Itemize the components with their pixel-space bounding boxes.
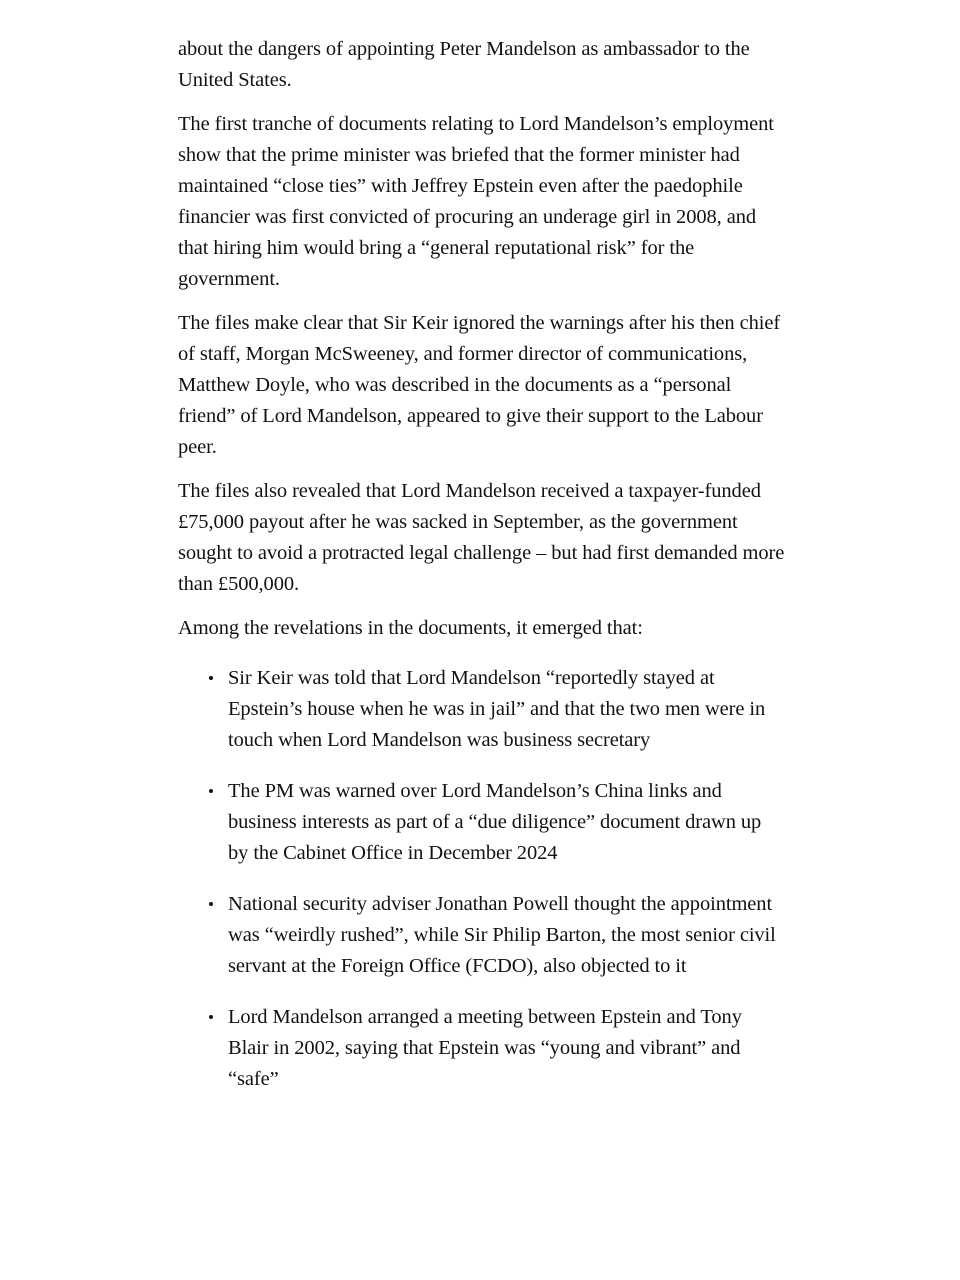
list-item-text: National security adviser Jonathan Powell thought the appointment was “weirdly rushed”, while Sir Philip Barton, the most senior civil servant at the Foreign Office (FCDO), also objected to it xyxy=(228,893,776,977)
paragraph-revelations-intro: Among the revelations in the documents, it emerged that: xyxy=(178,617,643,639)
list-item xyxy=(178,1002,786,1095)
list-item xyxy=(178,776,786,869)
paragraph-warnings-ignored: The files make clear that Sir Keir ignored the warnings after his then chief of staff, Morgan McSweeney, and former director of communications, Matthew Doyle, who was described in the documents as a “personal friend” of Lord Mandelson, appeared to give their support to the Labour peer. xyxy=(178,312,781,458)
article-body xyxy=(178,34,786,1115)
bullet-icon xyxy=(209,789,213,793)
paragraph-payout: The files also revealed that Lord Mandelson received a taxpayer-funded £75,000 payout after he was sacked in September, as the government sought to avoid a protracted legal challenge – but had first demanded more than £500,000. xyxy=(178,480,785,595)
paragraph-continuation: about the dangers of appointing Peter Mandelson as ambassador to the United States. xyxy=(178,38,750,91)
bullet-icon xyxy=(209,676,213,680)
list-item-text: The PM was warned over Lord Mandelson’s China links and business interests as part of a “due diligence” document drawn up by the Cabinet Office in December 2024 xyxy=(228,780,762,864)
list-item-text: Sir Keir was told that Lord Mandelson “reportedly stayed at Epstein’s house when he was in jail” and that the two men were in touch when Lord Mandelson was business secretary xyxy=(228,667,766,751)
list-item xyxy=(178,889,786,982)
revelations-list xyxy=(178,663,786,1095)
paragraph-first-tranche: The first tranche of documents relating to Lord Mandelson’s employment show that the prime minister was briefed that the former minister had maintained “close ties” with Jeffrey Epstein even after the paedophile financier was first convicted of procuring an underage girl in 2008, and that hiring him would bring a “general reputational risk” for the government. xyxy=(178,113,774,290)
bullet-icon xyxy=(209,1015,213,1019)
list-item-text: Lord Mandelson arranged a meeting between Epstein and Tony Blair in 2002, saying that Epstein was “young and vibrant” and “safe” xyxy=(228,1006,742,1090)
bullet-icon xyxy=(209,902,213,906)
list-item xyxy=(178,663,786,756)
